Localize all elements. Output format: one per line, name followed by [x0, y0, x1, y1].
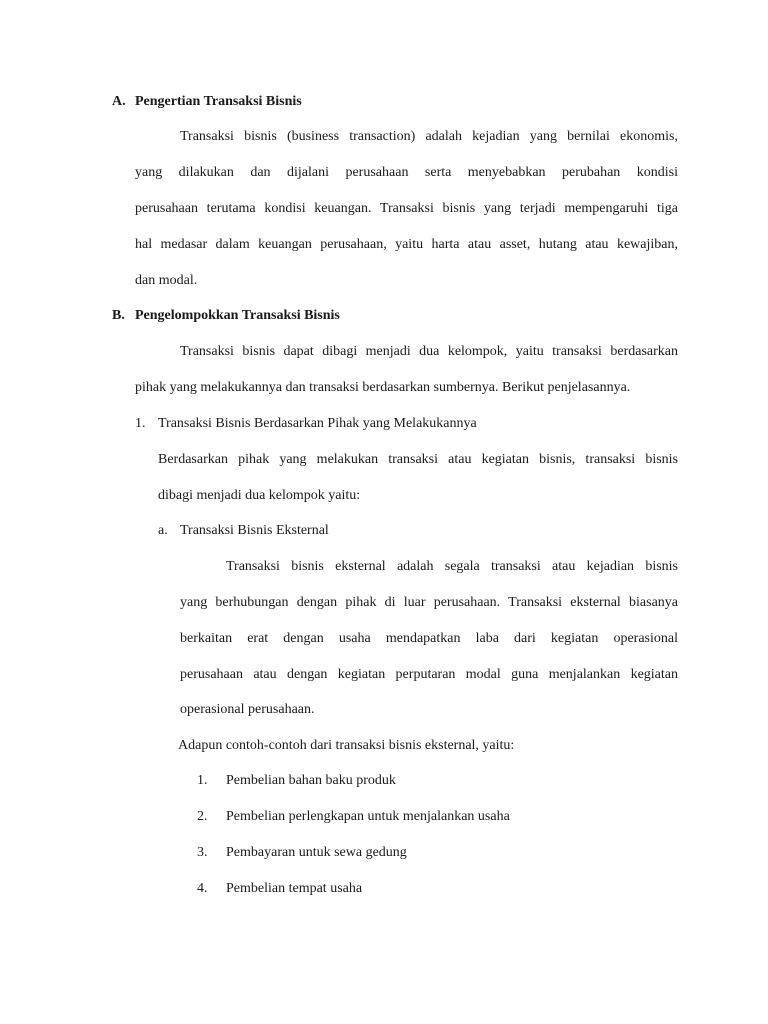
section-b-marker: B. [112, 308, 125, 323]
sub-a-paragraph-line: Transaksi bisnis eksternal adalah segala transaksi atau kejadian bisnis [226, 559, 678, 574]
section-a-marker: A. [112, 94, 126, 109]
item-1-title: Transaksi Bisnis Berdasarkan Pihak yang Melakukannya [158, 416, 477, 431]
item-1-intro-line: Berdasarkan pihak yang melakukan transaksi atau kegiatan bisnis, transaksi bisnis [158, 452, 678, 467]
section-b-heading: Pengelompokkan Transaksi Bisnis [135, 308, 340, 323]
example-number: 1. [197, 773, 208, 788]
item-1-marker: 1. [135, 416, 146, 431]
section-a-paragraph-line: perusahaan terutama kondisi keuangan. Transaksi bisnis yang terjadi mempengaruhi tiga [135, 201, 678, 216]
example-item: Pembelian bahan baku produk [226, 773, 396, 788]
examples-intro: Adapun contoh-contoh dari transaksi bisnis eksternal, yaitu: [178, 738, 515, 753]
example-number: 3. [197, 845, 208, 860]
section-a-paragraph-line: Transaksi bisnis (business transaction) adalah kejadian yang bernilai ekonomis, [180, 129, 678, 144]
section-b-paragraph-line: Transaksi bisnis dapat dibagi menjadi dua kelompok, yaitu transaksi berdasarkan [180, 344, 678, 359]
example-item: Pembelian tempat usaha [226, 881, 363, 896]
section-b-paragraph-line: pihak yang melakukannya dan transaksi berdasarkan sumbernya. Berikut penjelasannya. [135, 380, 631, 395]
example-number: 4. [197, 881, 208, 896]
sub-a-paragraph-line: berkaitan erat dengan usaha mendapatkan laba dari kegiatan operasional [180, 631, 678, 646]
section-a-paragraph-line: hal medasar dalam keuangan perusahaan, yaitu harta atau asset, hutang atau kewajiban, [135, 237, 678, 252]
sub-a-paragraph-line: yang berhubungan dengan pihak di luar perusahaan. Transaksi eksternal biasanya [180, 595, 678, 610]
example-item: Pembayaran untuk sewa gedung [226, 845, 407, 860]
sub-a-paragraph-line: perusahaan atau dengan kegiatan perputaran modal guna menjalankan kegiatan [180, 667, 678, 682]
item-1-intro-line: dibagi menjadi dua kelompok yaitu: [158, 488, 361, 503]
sub-a-paragraph-line: operasional perusahaan. [180, 702, 315, 717]
example-item: Pembelian perlengkapan untuk menjalankan usaha [226, 809, 510, 824]
example-number: 2. [197, 809, 208, 824]
sub-a-title: Transaksi Bisnis Eksternal [180, 523, 329, 538]
sub-a-marker: a. [158, 523, 168, 538]
section-a-paragraph-line: yang dilakukan dan dijalani perusahaan serta menyebabkan perubahan kondisi [135, 165, 678, 180]
section-a-heading: Pengertian Transaksi Bisnis [135, 94, 302, 109]
section-a-paragraph-line: dan modal. [135, 273, 198, 288]
